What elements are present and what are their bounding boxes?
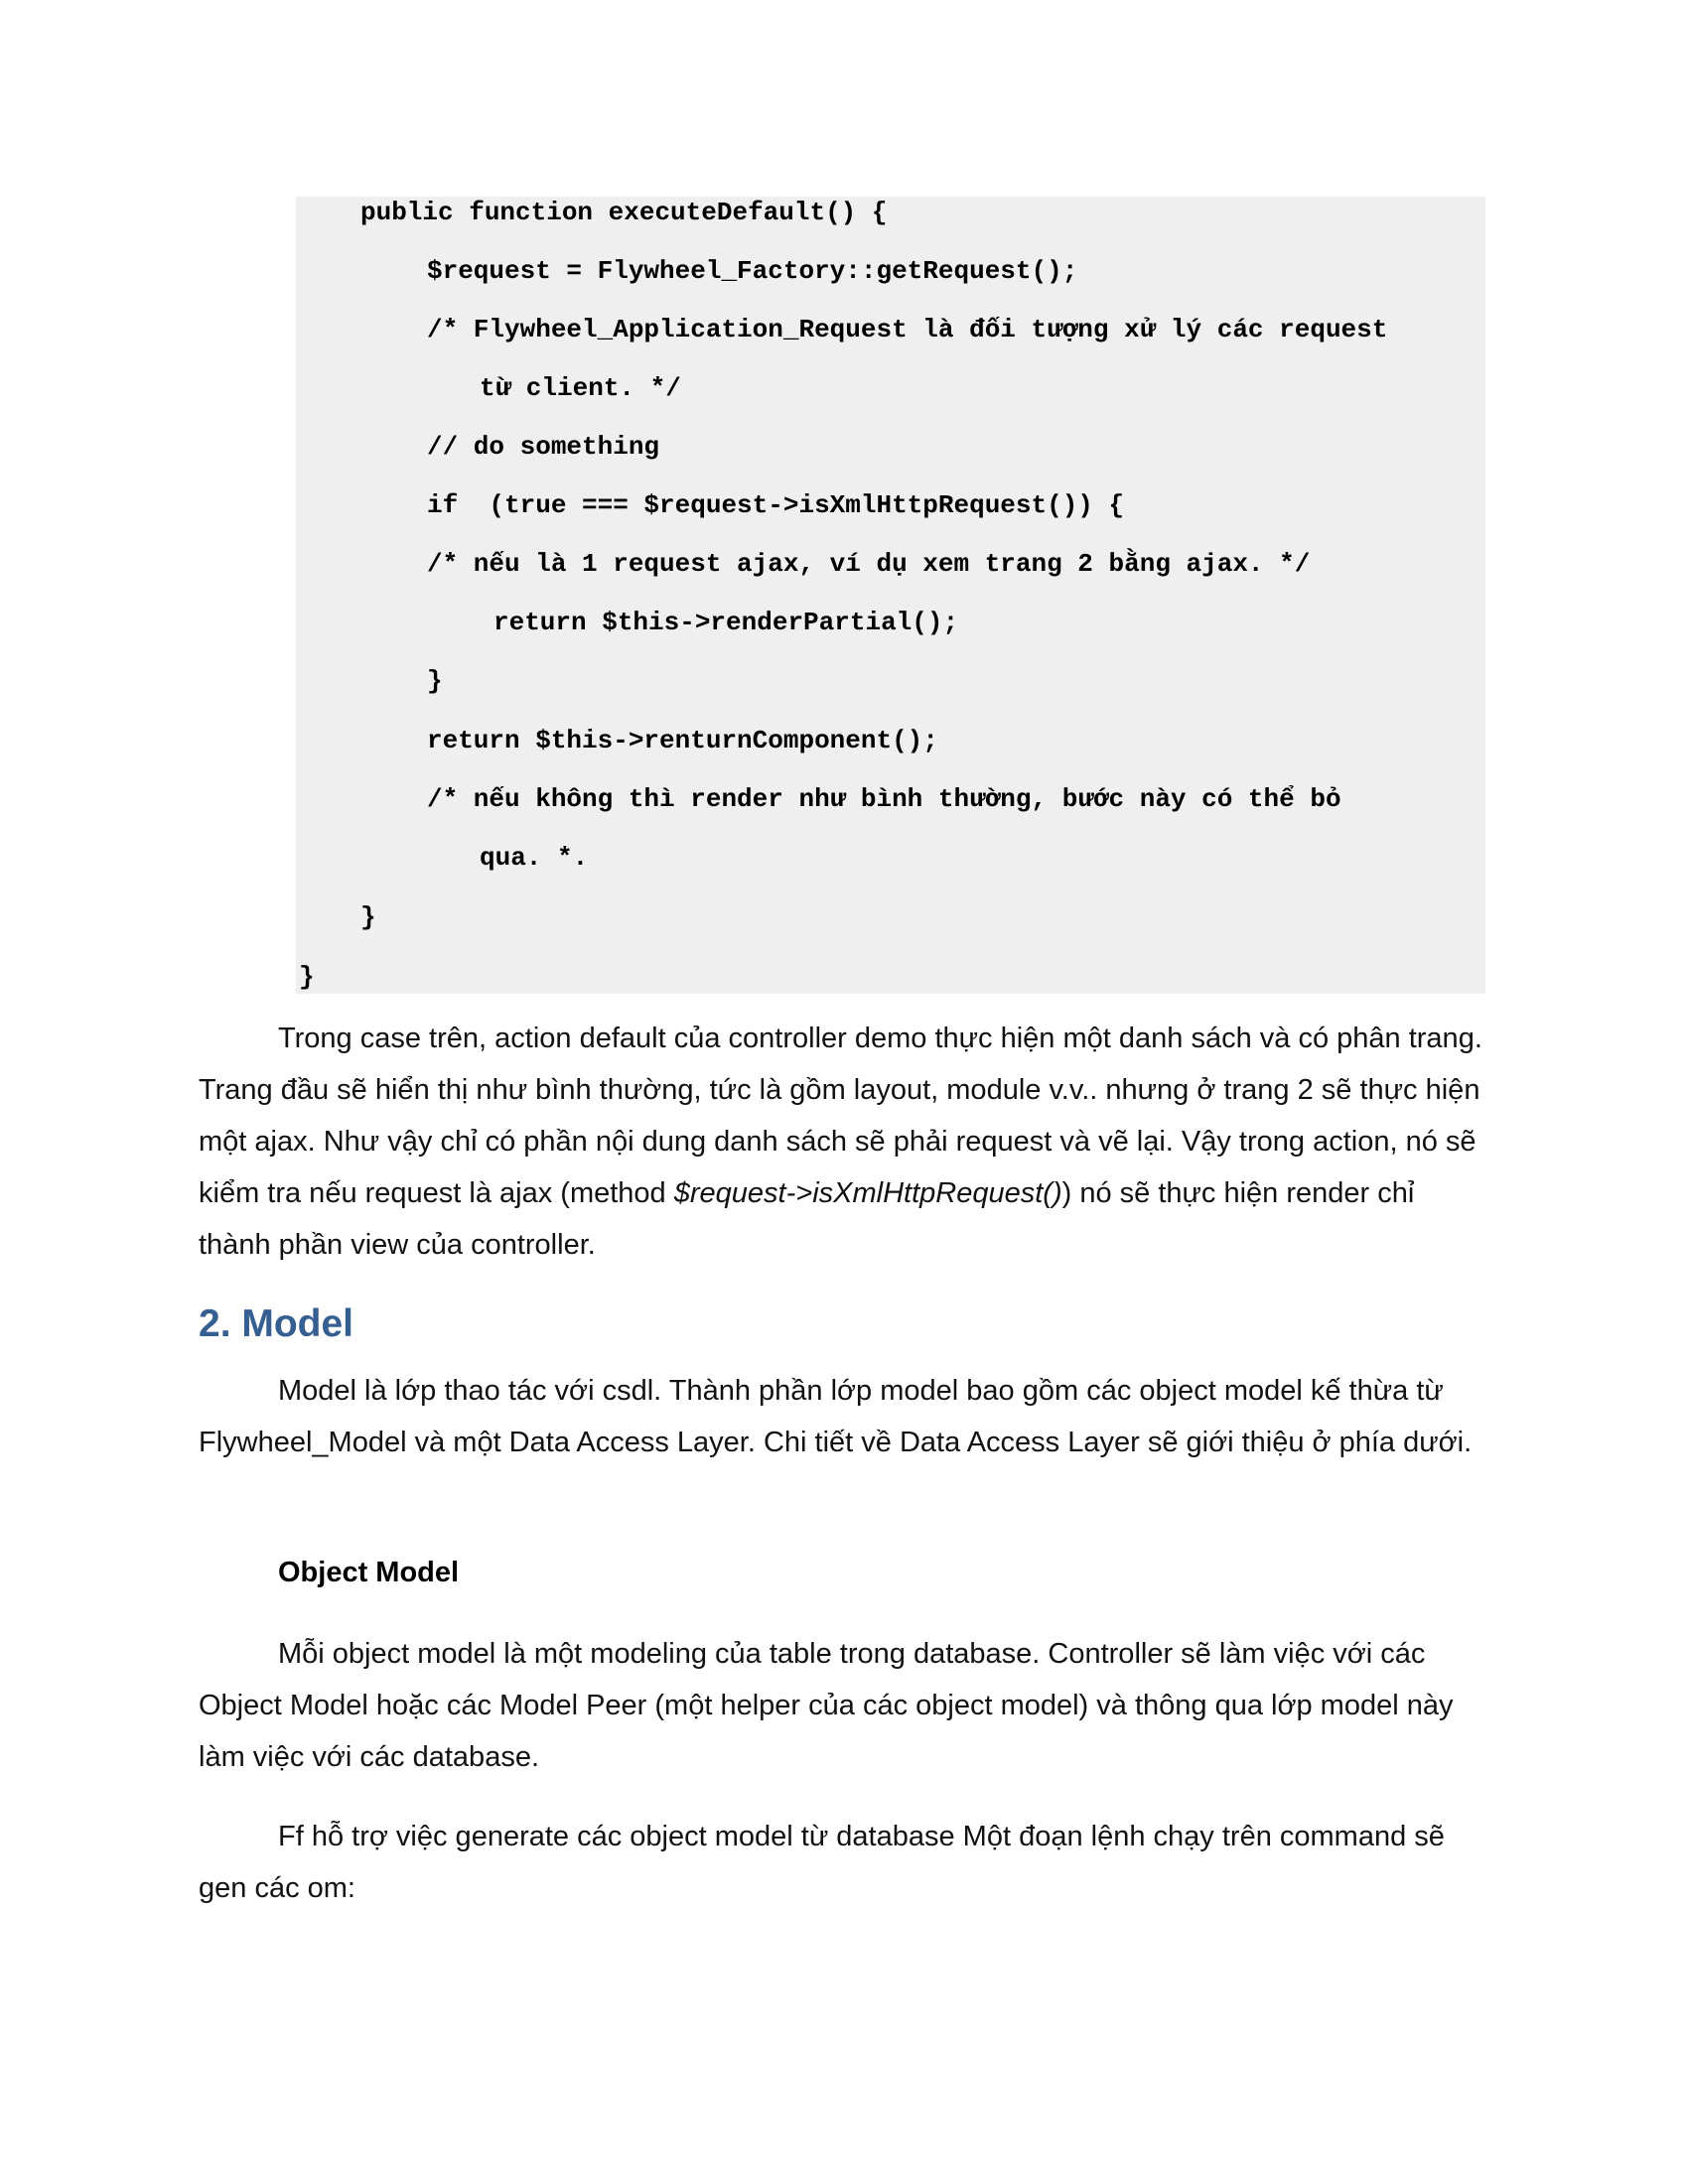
code-line: return $this->renderPartial(); [493,608,959,637]
code-line: } [427,666,443,696]
sub-heading: Object Model [278,1557,460,1588]
paragraph-text: Ff hỗ trợ việc generate các object model từ database Một đoạn lệnh chạy trên command sẽ gen các om: [199,1821,1445,1904]
code-line: /* nếu là 1 request ajax, ví dụ xem trang 2 bằng ajax. */ [427,549,1311,579]
code-line: qua. *. [480,843,589,873]
paragraph-text: Model là lớp thao tác với csdl. Thành phần lớp model bao gồm các object model kế thừa từ Flywheel_Model và một Data Access Layer. Chi tiết về Data Access Layer sẽ giới thiệu ở phía dưới. [199,1375,1473,1458]
code-block [296,197,1485,994]
code-line: // do something [427,432,660,462]
code-line: } [360,902,376,932]
method-name: $request->isXmlHttpRequest() [673,1177,1062,1209]
code-line: return $this->renturnComponent(); [427,726,938,755]
paragraph-generate [199,1811,1489,1914]
code-line: /* nếu không thì render như bình thường, bước này có thể bỏ [427,784,1341,814]
paragraph-controller-explanation [199,1013,1489,1271]
code-line: if (true === $request->isXmlHttpRequest()) { [427,490,1125,520]
paragraph-text: Trong case trên, action default của controller demo thực hiện một danh sách và có phân trang. Trang đầu sẽ hiển thị như bình thường, tức là gồm layout, module v.v.. nhưng ở trang 2 sẽ thực hiện một ajax. Như vậy chỉ có phần nội dung danh sách sẽ phải request và vẽ lại. Vậy trong action, nó sẽ kiểm tra nếu request là ajax (method [199,1023,1482,1209]
code-closing-brace: } [299,962,315,992]
code-line: /* Flywheel_Application_Request là đối tượng xử lý các request [427,315,1388,344]
paragraph-object-model [199,1628,1489,1783]
section-heading: 2. Model [199,1302,354,1345]
paragraph-model-intro [199,1365,1489,1468]
code-line: $request = Flywheel_Factory::getRequest(); [427,256,1078,286]
paragraph-text: ) nó sẽ thực hiện render chỉ thành phần view của controller. [199,1177,1415,1261]
paragraph-text: Mỗi object model là một modeling của table trong database. Controller sẽ làm việc với các Object Model hoặc các Model Peer (một helper của các object model) và thông qua lớp model này làm việc với các database. [199,1638,1454,1773]
code-line: từ client. */ [480,373,681,403]
code-line: public function executeDefault() { [360,198,888,227]
